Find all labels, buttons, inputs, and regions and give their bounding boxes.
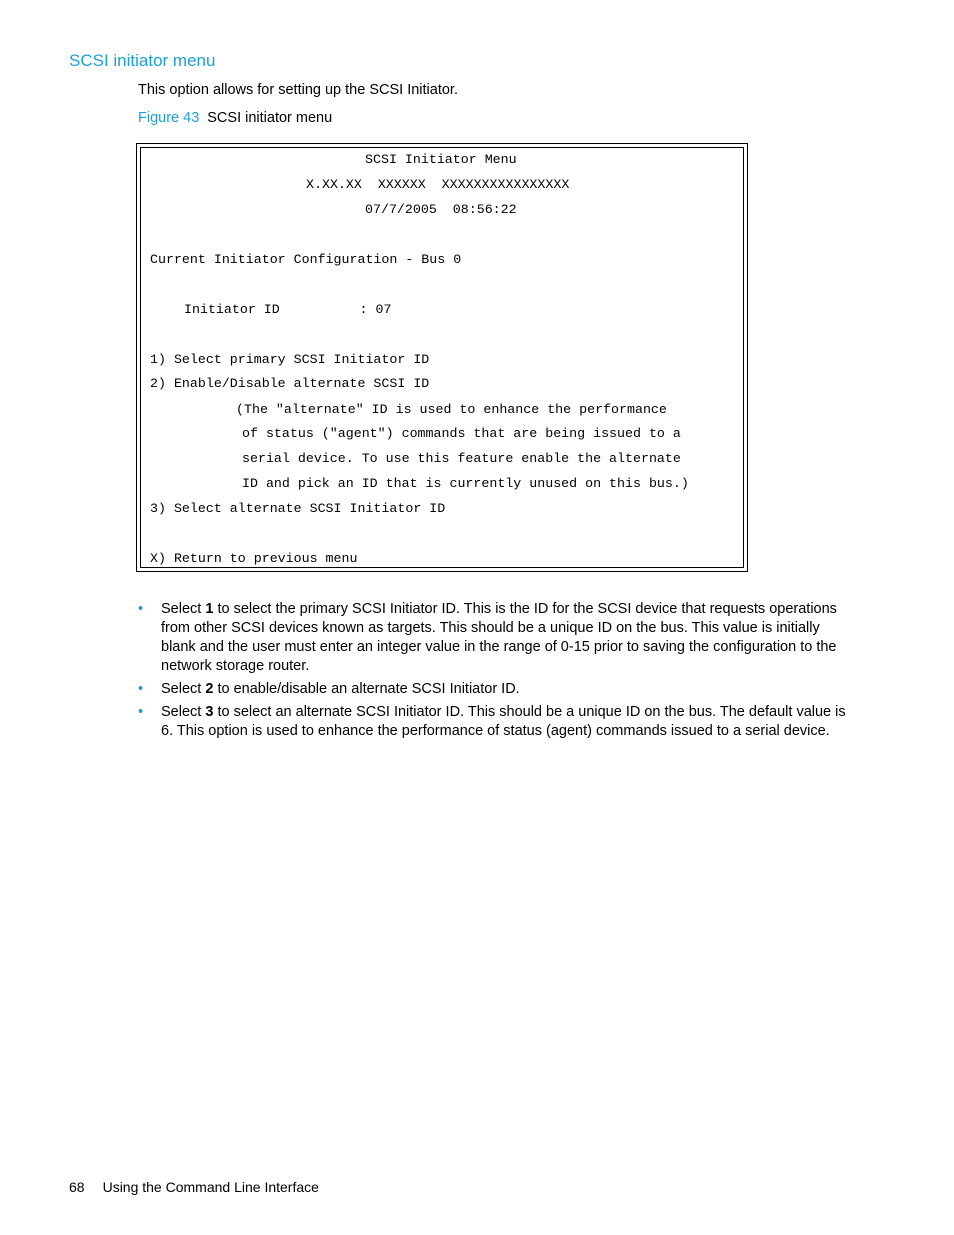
terminal-option-1: 1) Select primary SCSI Initiator ID	[150, 352, 430, 367]
footer-chapter: Using the Command Line Interface	[102, 1179, 319, 1195]
terminal-version-line: X.XX.XX XXXXXX XXXXXXXXXXXXXXXX	[306, 177, 570, 192]
bullet-1-key: 1	[205, 601, 214, 617]
terminal-option-3: 3) Select alternate SCSI Initiator ID	[150, 501, 446, 516]
terminal-config-heading: Current Initiator Configuration - Bus 0	[150, 252, 462, 267]
section-title: SCSI initiator menu	[69, 51, 216, 70]
bullet-2-key: 2	[205, 681, 214, 697]
terminal-option-2-note-2: of status ("agent") commands that are being issued to a	[242, 426, 681, 441]
terminal-option-2: 2) Enable/Disable alternate SCSI ID	[150, 376, 430, 391]
figure-label: Figure 43	[138, 110, 200, 126]
bullet-3-prefix: Select	[161, 704, 206, 720]
bullet-icon: •	[138, 704, 144, 720]
bullet-item-2	[138, 680, 848, 699]
page-number: 68	[69, 1179, 85, 1195]
figure-caption	[138, 110, 332, 126]
bullet-item-3	[138, 703, 848, 741]
page-footer	[69, 1179, 319, 1195]
terminal-option-return: X) Return to previous menu	[150, 551, 358, 566]
bullet-3-key: 3	[205, 704, 214, 720]
terminal-menu-title: SCSI Initiator Menu	[365, 152, 517, 167]
bullet-3-text: to select an alternate SCSI Initiator ID. This should be a unique ID on the bus. The default value is 6. This option is used to enhance the performance of status (agent) commands issued to a serial device.	[161, 704, 846, 739]
terminal-initiator-id: Initiator ID : 07	[184, 302, 392, 317]
figure-caption-text: SCSI initiator menu	[207, 110, 333, 126]
bullet-item-1	[138, 600, 848, 676]
intro-paragraph: This option allows for setting up the SCSI Initiator.	[138, 82, 458, 98]
terminal-screen	[136, 143, 748, 572]
bullet-1-text: to select the primary SCSI Initiator ID. This is the ID for the SCSI device that requests operations from other SCSI devices known as targets. This should be a unique ID on the bus. This value is initially blank and the user must enter an integer value in the range of 0-15 prior to saving the configuration to the network storage router.	[161, 601, 837, 674]
terminal-frame	[140, 147, 744, 568]
bullet-icon: •	[138, 601, 144, 617]
bullet-1-prefix: Select	[161, 601, 206, 617]
terminal-option-2-note-1: (The "alternate" ID is used to enhance the performance	[236, 402, 667, 417]
bullet-2-prefix: Select	[161, 681, 206, 697]
terminal-option-2-note-4: ID and pick an ID that is currently unused on this bus.)	[242, 476, 689, 491]
option-bullet-list	[138, 600, 848, 745]
bullet-2-text: to enable/disable an alternate SCSI Initiator ID.	[213, 681, 520, 697]
terminal-timestamp: 07/7/2005 08:56:22	[365, 202, 517, 217]
bullet-icon: •	[138, 681, 144, 697]
terminal-option-2-note-3: serial device. To use this feature enable the alternate	[242, 451, 681, 466]
